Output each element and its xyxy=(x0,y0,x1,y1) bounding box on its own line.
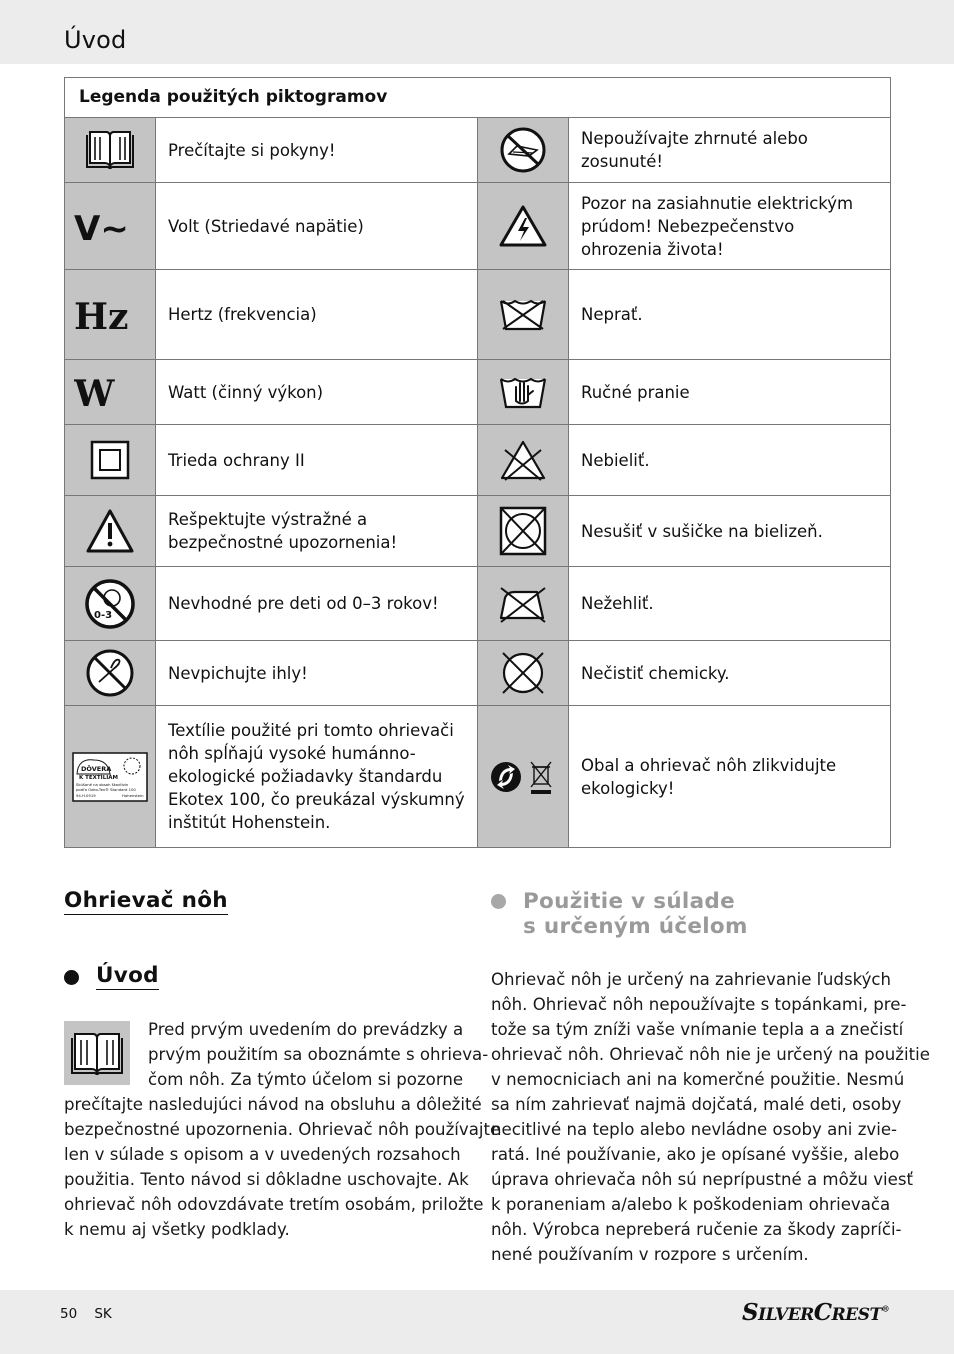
intro-line: použitia. Tento návod si dôkladne uschovajte. Ak xyxy=(64,1170,469,1189)
legend-text-watt: Watt (činný výkon) xyxy=(156,360,478,425)
brand-part: C xyxy=(813,1299,832,1326)
legend-text-no-folded: Nepoužívajte zhrnuté alebo zosunuté! xyxy=(569,118,891,183)
hertz-symbol-text: Hz xyxy=(74,295,129,335)
page-title: Úvod xyxy=(64,26,127,54)
label-institute: Hohenstein xyxy=(122,792,144,798)
bullet-icon xyxy=(491,894,506,909)
intended-use-line: Ohrievač nôh je určený na zahrievanie ľudských xyxy=(491,970,892,989)
legend-text-electric-shock: Pozor na zasiahnutie elektrickým prúdom! Nebezpečenstvo ohrozenia života! xyxy=(569,183,891,270)
age-range-text: 0-3 xyxy=(94,609,113,621)
legend-row xyxy=(65,641,891,706)
hertz-icon xyxy=(65,270,156,360)
language-code: SK xyxy=(94,1306,112,1322)
label-small2: podľa Oeko-Tex® Standard 100 xyxy=(76,786,136,792)
brand-part: ® xyxy=(881,1303,890,1314)
electric-shock-warning-icon xyxy=(478,183,569,270)
legend-text-no-tumble-dry: Nesušiť v sušičke na bielizeň. xyxy=(569,496,891,567)
legend-text-no-wash: Neprať. xyxy=(569,270,891,360)
legend-row xyxy=(65,270,891,360)
intended-use-line: v nemocniciach ani na komerčné použitie. Nesmú xyxy=(491,1070,905,1089)
watt-icon xyxy=(65,360,156,425)
intro-line: bezpečnostné upozornenia. Ohrievač nôh používajte xyxy=(64,1120,501,1139)
page-number: 50 xyxy=(60,1306,78,1322)
legend-text-oeko-tex: Textílie použité pri tomto ohrievači nôh spĺňajú vysoké humánno-ekologické požiadavky štandardu Ekotex 100, čo preukázal výskumný inštitút Hohenstein. xyxy=(156,706,478,848)
legend-text-no-bleach: Nebieliť. xyxy=(569,425,891,496)
footer-page-info xyxy=(60,1306,112,1322)
legend-text-read-instructions: Prečítajte si pokyny! xyxy=(156,118,478,183)
intro-line: čom nôh. Za týmto účelom si pozorne xyxy=(148,1070,464,1089)
intro-line: prečítajte nasledujúci návod na obsluhu a dôležité xyxy=(64,1095,482,1114)
oeko-tex-label-icon xyxy=(65,706,156,848)
no-needles-icon xyxy=(65,641,156,706)
intended-use-line: nôh. Ohrievač nôh nepoužívajte s topánkami, pre- xyxy=(491,995,907,1014)
legend-text-no-dry-clean: Nečistiť chemicky. xyxy=(569,641,891,706)
legend-row xyxy=(65,706,891,848)
legend-text-protection-class: Trieda ochrany II xyxy=(156,425,478,496)
legend-text-no-needles: Nevpichujte ihly! xyxy=(156,641,478,706)
legend-text-hertz: Hertz (frekvencia) xyxy=(156,270,478,360)
legend-text-not-for-children: Nevhodné pre deti od 0–3 rokov! xyxy=(156,567,478,641)
legend-row xyxy=(65,118,891,183)
no-bleach-icon xyxy=(478,425,569,496)
brand-part: REST xyxy=(831,1305,882,1325)
no-dry-clean-icon xyxy=(478,641,569,706)
no-folded-icon xyxy=(478,118,569,183)
intro-line: len v súlade s opisom a v uvedených rozsahoch xyxy=(64,1145,461,1164)
legend-text-warnings: Rešpektujte výstražné a bezpečnostné upozornenia! xyxy=(156,496,478,567)
watt-symbol-text: W xyxy=(74,373,115,412)
legend-text-no-ironing: Nežehliť. xyxy=(569,567,891,641)
no-ironing-icon xyxy=(478,567,569,641)
intended-use-line: tože sa tým zníži vaše vnímanie tepla a a znečistí xyxy=(491,1020,904,1039)
intended-use-line: nené používaním v rozpore s určením. xyxy=(491,1245,809,1264)
label-line2: K TEXTÍLIÁM xyxy=(79,774,119,781)
intended-use-line: nôh. Výrobca nepreberá ručenie za škody zapríči- xyxy=(491,1220,902,1239)
hand-wash-icon xyxy=(478,360,569,425)
brand-part: S xyxy=(742,1299,759,1326)
intro-line: Pred prvým uvedením do prevádzky a xyxy=(148,1020,464,1039)
legend-row xyxy=(65,567,891,641)
pictogram-legend-table xyxy=(64,77,891,848)
header-band xyxy=(0,0,954,64)
legend-row xyxy=(65,496,891,567)
intended-use-line: k poraneniam a/alebo k poškodeniam ohrievača xyxy=(491,1195,891,1214)
legend-text-volt: Volt (Striedavé napätie) xyxy=(156,183,478,270)
intended-use-line: úprava ohrievača nôh sú neprípustné a môžu viesť xyxy=(491,1170,914,1189)
legend-row xyxy=(65,360,891,425)
section-heading-intended-use-line1: Použitie v súlade xyxy=(523,889,735,914)
intended-use-line: sa ním zahrievať najmä dojčatá, malé deti, osoby xyxy=(491,1095,902,1114)
label-small1: Skúšané na obsah škodlivín xyxy=(76,781,129,787)
section-heading-intended-use-line2: s určeným účelom xyxy=(523,914,748,939)
legend-caption: Legenda použitých piktogramov xyxy=(65,78,891,118)
section-heading-foot-warmer: Ohrievač nôh xyxy=(64,888,228,913)
book-icon xyxy=(64,1021,130,1085)
book-icon xyxy=(65,118,156,183)
intended-use-line: necitlivé na teplo alebo nevládne osoby ani zvie- xyxy=(491,1120,898,1139)
intended-use-line: ohrievač nôh. Ohrievač nôh nie je určený na použitie xyxy=(491,1045,930,1064)
label-code: 94.H.0519 xyxy=(76,792,96,798)
bullet-icon xyxy=(64,970,79,985)
section-heading-intro: Úvod xyxy=(96,963,159,988)
legend-row xyxy=(65,183,891,270)
brand-logo xyxy=(742,1299,889,1326)
legend-text-disposal: Obal a ohrievač nôh zlikvidujte ekologicky! xyxy=(569,706,891,848)
label-line1: DÔVERA xyxy=(81,764,112,773)
brand-part: ILVER xyxy=(758,1305,814,1325)
intended-use-line: ratá. Iné používanie, ako je opísané vyššie, alebo xyxy=(491,1145,900,1164)
legend-text-hand-wash: Ručné pranie xyxy=(569,360,891,425)
not-for-children-icon xyxy=(65,567,156,641)
protection-class-ii-icon xyxy=(65,425,156,496)
volt-symbol-text: V~ xyxy=(74,209,129,246)
no-tumble-dry-icon xyxy=(478,496,569,567)
intro-line: ohrievač nôh odovzdávate tretím osobám, priložte xyxy=(64,1195,484,1214)
volt-icon xyxy=(65,183,156,270)
recycling-disposal-icon xyxy=(478,706,569,848)
no-wash-icon xyxy=(478,270,569,360)
intro-line: prvým použitím sa oboznámte s ohrieva- xyxy=(148,1045,489,1064)
warning-icon xyxy=(65,496,156,567)
intro-line: k nemu aj všetky podklady. xyxy=(64,1220,290,1239)
legend-row xyxy=(65,425,891,496)
